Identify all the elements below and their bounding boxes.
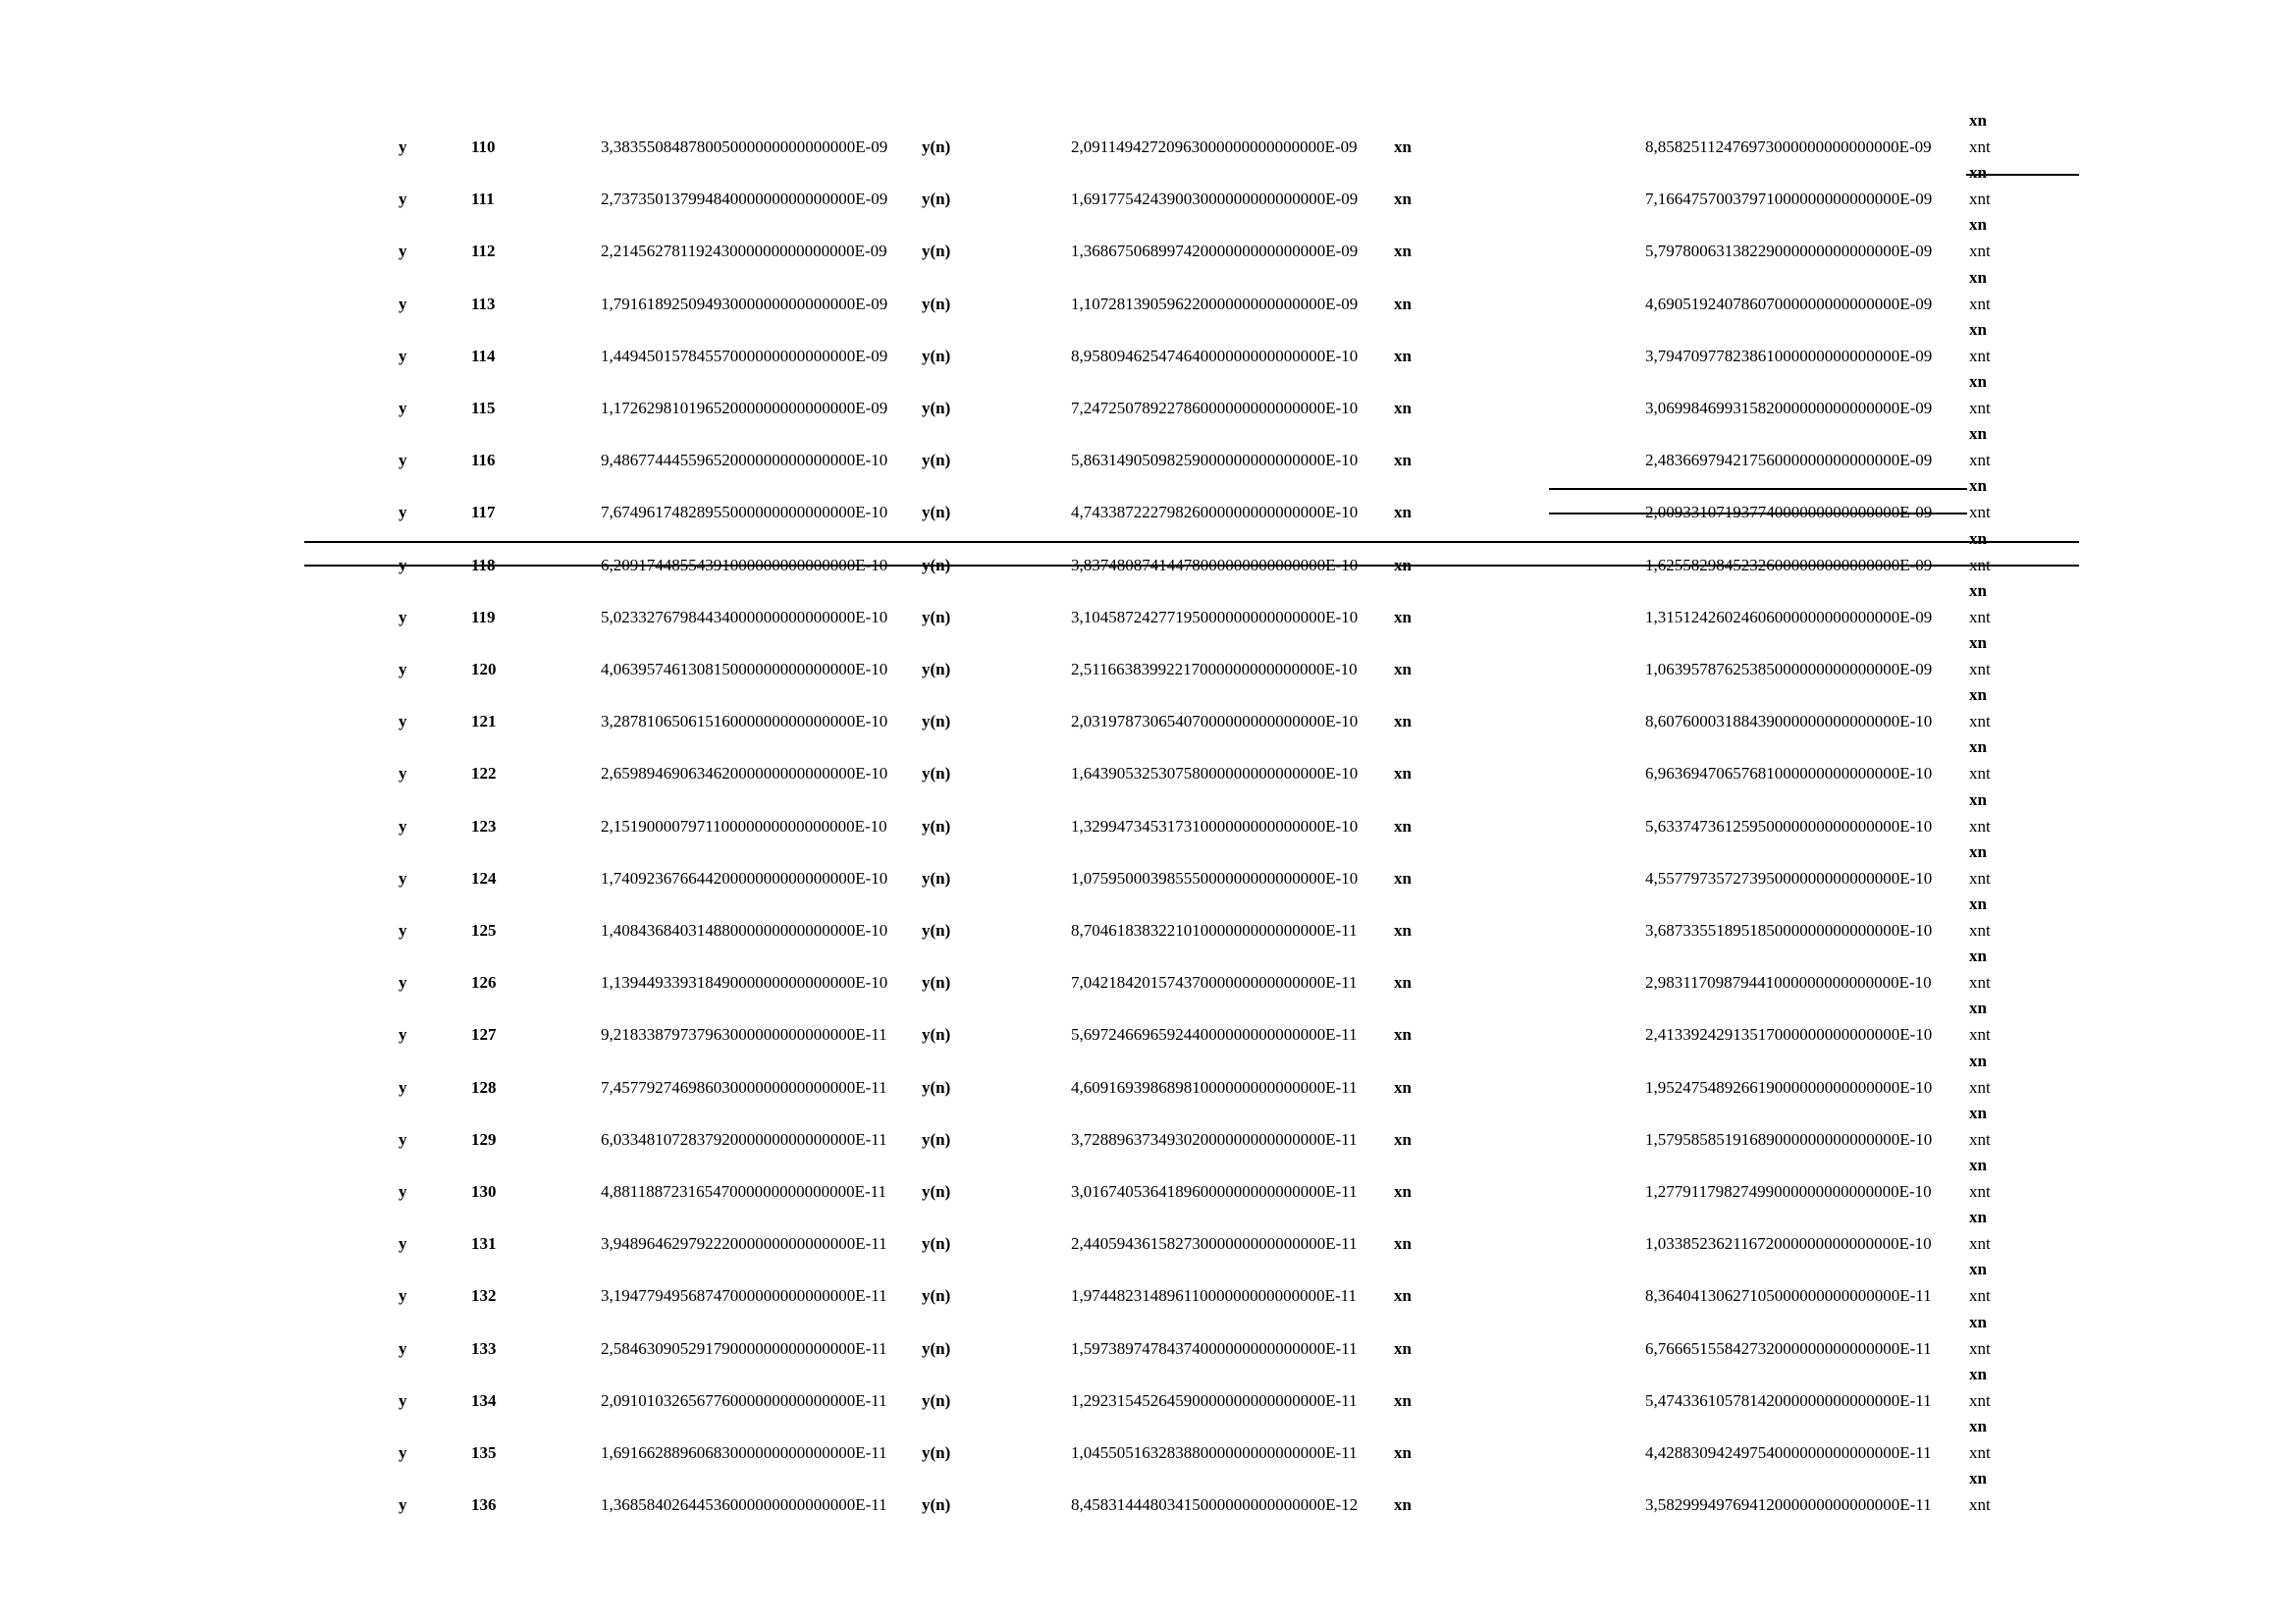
- row-index: 128: [471, 1077, 497, 1097]
- yn-value: 2,09114942720963000000000000000E-09: [1071, 137, 1358, 156]
- row-prefix: y: [399, 607, 407, 626]
- xn-value: 1,57958585191689000000000000000E-10: [1645, 1129, 1933, 1149]
- table-row: [0, 682, 2296, 734]
- table-row: [0, 1414, 2296, 1466]
- col4-label-top: xn: [1969, 580, 1987, 600]
- xnt-label: xnt: [1969, 1495, 1991, 1515]
- row-prefix: y: [399, 451, 407, 470]
- xnt-label: xnt: [1969, 346, 1991, 365]
- xnt-label: xnt: [1969, 189, 1991, 209]
- col4-label-top: xn: [1969, 789, 1987, 809]
- xn-label: xn: [1394, 660, 1412, 678]
- cell-underline-row-117: [1549, 513, 1967, 514]
- y-value: 2,73735013799484000000000000000E-09: [601, 189, 888, 209]
- xn-label: xn: [1394, 242, 1412, 261]
- xn-value: 2,41339242913517000000000000000E-10: [1645, 1025, 1933, 1045]
- xn-value: 8,85825112476973000000000000000E-09: [1645, 137, 1932, 156]
- row-prefix: y: [399, 346, 407, 365]
- cell-underline-row-110: [1966, 174, 2079, 176]
- row-index: 120: [471, 660, 497, 678]
- table-row: [0, 1205, 2296, 1257]
- row-index: 114: [471, 346, 496, 365]
- table-row: [0, 1257, 2296, 1309]
- xnt-label: xnt: [1969, 1338, 1991, 1358]
- y-value: 2,65989469063462000000000000000E-10: [601, 764, 888, 784]
- row-index: 119: [471, 607, 496, 626]
- row-prefix: y: [399, 1182, 407, 1201]
- row-prefix: y: [399, 399, 407, 417]
- y-value: 2,15190000797110000000000000000E-10: [601, 816, 887, 836]
- col4-label-top: xn: [1969, 267, 1987, 287]
- y-value: 3,28781065061516000000000000000E-10: [601, 712, 888, 731]
- yn-value: 4,60916939868981000000000000000E-11: [1071, 1077, 1358, 1097]
- yn-label: y(n): [922, 1338, 951, 1358]
- row-prefix: y: [399, 189, 407, 209]
- yn-label: y(n): [922, 764, 951, 784]
- yn-value: 7,24725078922786000000000000000E-10: [1071, 399, 1359, 417]
- yn-label: y(n): [922, 451, 951, 470]
- xnt-label: xnt: [1969, 816, 1991, 836]
- row-index: 134: [471, 1390, 497, 1410]
- table-row: [0, 160, 2296, 212]
- yn-value: 1,04550516328388000000000000000E-11: [1071, 1443, 1358, 1462]
- col4-label-top: xn: [1969, 894, 1987, 913]
- yn-label: y(n): [922, 503, 951, 522]
- xn-value: 5,63374736125950000000000000000E-10: [1645, 816, 1933, 836]
- y-value: 1,40843684031488000000000000000E-10: [601, 921, 888, 940]
- col4-label-top: xn: [1969, 633, 1987, 652]
- xn-value: 1,62558298452326000000000000000E-09: [1645, 555, 1933, 574]
- row-prefix: y: [399, 503, 407, 522]
- xnt-label: xnt: [1969, 973, 1991, 993]
- col4-label-top: xn: [1969, 1469, 1987, 1488]
- col4-label-top: xn: [1969, 528, 1987, 548]
- y-value: 4,88118872316547000000000000000E-11: [601, 1182, 887, 1201]
- col4-label-top: xn: [1969, 1051, 1987, 1070]
- row-index: 125: [471, 921, 497, 940]
- xn-label: xn: [1394, 712, 1412, 731]
- col4-label-top: xn: [1969, 1208, 1987, 1227]
- yn-value: 7,04218420157437000000000000000E-11: [1071, 973, 1358, 993]
- yn-value: 4,74338722279826000000000000000E-10: [1071, 503, 1359, 522]
- xn-value: 6,76665155842732000000000000000E-11: [1645, 1338, 1932, 1358]
- y-value: 5,02332767984434000000000000000E-10: [601, 607, 888, 626]
- highlight-top-rule: [304, 541, 2079, 543]
- xnt-label: xnt: [1969, 294, 1991, 313]
- table-row: [0, 1153, 2296, 1205]
- col4-label-top: xn: [1969, 1103, 1987, 1122]
- xn-label: xn: [1394, 1077, 1412, 1097]
- y-value: 1,69166288960683000000000000000E-11: [601, 1443, 887, 1462]
- xn-label: xn: [1394, 607, 1412, 626]
- xn-value: 1,27791179827499000000000000000E-10: [1645, 1182, 1932, 1201]
- yn-label: y(n): [922, 1182, 951, 1201]
- row-index: 115: [471, 399, 496, 417]
- yn-value: 8,95809462547464000000000000000E-10: [1071, 346, 1359, 365]
- row-prefix: y: [399, 921, 407, 940]
- yn-label: y(n): [922, 1390, 951, 1410]
- row-index: 133: [471, 1338, 497, 1358]
- y-value: 1,36858402644536000000000000000E-11: [601, 1495, 887, 1515]
- xnt-label: xnt: [1969, 1286, 1991, 1306]
- xn-label: xn: [1394, 555, 1412, 574]
- xn-value: 4,55779735727395000000000000000E-10: [1645, 868, 1933, 888]
- xn-label: xn: [1394, 764, 1412, 784]
- table-row: [0, 265, 2296, 317]
- xn-label: xn: [1394, 451, 1412, 470]
- row-prefix: y: [399, 555, 407, 574]
- xnt-label: xnt: [1969, 607, 1991, 626]
- y-value: 1,44945015784557000000000000000E-09: [601, 346, 888, 365]
- row-prefix: y: [399, 868, 407, 888]
- highlight-bottom-rule: [304, 565, 2079, 567]
- xn-value: 2,48366979421756000000000000000E-09: [1645, 451, 1933, 470]
- xnt-label: xnt: [1969, 660, 1991, 678]
- table-row: [0, 1310, 2296, 1362]
- yn-value: 1,32994734531731000000000000000E-10: [1071, 816, 1359, 836]
- xn-label: xn: [1394, 294, 1412, 313]
- row-index: 131: [471, 1234, 497, 1254]
- col4-label-top: xn: [1969, 1312, 1987, 1331]
- yn-label: y(n): [922, 346, 951, 365]
- yn-value: 1,29231545264590000000000000000E-11: [1071, 1390, 1358, 1410]
- row-prefix: y: [399, 816, 407, 836]
- table-row: [0, 473, 2296, 525]
- table-row: [0, 212, 2296, 264]
- row-index: 112: [471, 242, 496, 261]
- y-value: 6,03348107283792000000000000000E-11: [601, 1129, 887, 1149]
- row-index: 129: [471, 1129, 497, 1149]
- xnt-label: xnt: [1969, 242, 1991, 261]
- row-prefix: y: [399, 973, 407, 993]
- xnt-label: xnt: [1969, 451, 1991, 470]
- xn-value: 8,36404130627105000000000000000E-11: [1645, 1286, 1932, 1306]
- table-row: [0, 1466, 2296, 1518]
- table-row: [0, 421, 2296, 473]
- col4-label-top: xn: [1969, 1156, 1987, 1174]
- row-index: 113: [471, 294, 496, 313]
- table-row: [0, 839, 2296, 892]
- xn-label: xn: [1394, 921, 1412, 940]
- row-prefix: y: [399, 1495, 407, 1515]
- yn-value: 8,45831444803415000000000000000E-12: [1071, 1495, 1359, 1515]
- row-prefix: y: [399, 137, 407, 156]
- col4-label-top: xn: [1969, 737, 1987, 757]
- xn-value: 1,06395787625385000000000000000E-09: [1645, 660, 1933, 678]
- y-value: 4,06395746130815000000000000000E-10: [601, 660, 888, 678]
- yn-label: y(n): [922, 1443, 951, 1462]
- xnt-label: xnt: [1969, 1234, 1991, 1254]
- yn-label: y(n): [922, 1077, 951, 1097]
- table-row: [0, 892, 2296, 944]
- y-value: 7,45779274698603000000000000000E-11: [601, 1077, 887, 1097]
- yn-value: 1,59738974784374000000000000000E-11: [1071, 1338, 1358, 1358]
- row-index: 126: [471, 973, 497, 993]
- col4-label-top: xn: [1969, 841, 1987, 861]
- xn-label: xn: [1394, 1495, 1412, 1515]
- xn-value: 6,96369470657681000000000000000E-10: [1645, 764, 1933, 784]
- yn-label: y(n): [922, 921, 951, 940]
- y-value: 1,13944933931849000000000000000E-10: [601, 973, 888, 993]
- yn-label: y(n): [922, 1286, 951, 1306]
- xn-label: xn: [1394, 189, 1412, 209]
- xnt-label: xnt: [1969, 1129, 1991, 1149]
- yn-label: y(n): [922, 868, 951, 888]
- xn-value: 7,16647570037971000000000000000E-09: [1645, 189, 1933, 209]
- table-row: [0, 630, 2296, 682]
- xn-value: 3,06998469931582000000000000000E-09: [1645, 399, 1933, 417]
- yn-value: 1,10728139059622000000000000000E-09: [1071, 294, 1359, 313]
- table-row: [0, 108, 2296, 160]
- xn-label: xn: [1394, 1129, 1412, 1149]
- yn-label: y(n): [922, 294, 951, 313]
- xn-value: 3,68733551895185000000000000000E-10: [1645, 921, 1933, 940]
- table-row: [0, 317, 2296, 369]
- xn-value: 5,47433610578142000000000000000E-11: [1645, 1390, 1932, 1410]
- xn-label: xn: [1394, 1182, 1412, 1201]
- row-index: 124: [471, 868, 497, 888]
- yn-label: y(n): [922, 712, 951, 731]
- xnt-label: xnt: [1969, 1025, 1991, 1045]
- row-prefix: y: [399, 1025, 407, 1045]
- xn-value: 4,69051924078607000000000000000E-09: [1645, 294, 1933, 313]
- xnt-label: xnt: [1969, 399, 1991, 417]
- yn-value: 1,36867506899742000000000000000E-09: [1071, 242, 1359, 261]
- y-value: 3,19477949568747000000000000000E-11: [601, 1286, 887, 1306]
- cell-overline-row-117: [1549, 488, 1967, 490]
- xn-value: 3,79470977823861000000000000000E-09: [1645, 346, 1933, 365]
- xn-value: 1,31512426024606000000000000000E-09: [1645, 607, 1933, 626]
- xn-value: 4,42883094249754000000000000000E-11: [1645, 1443, 1932, 1462]
- yn-value: 2,44059436158273000000000000000E-11: [1071, 1234, 1358, 1254]
- col4-label-top: xn: [1969, 163, 1987, 183]
- row-prefix: y: [399, 660, 407, 678]
- row-index: 116: [471, 451, 496, 470]
- xn-label: xn: [1394, 868, 1412, 888]
- xnt-label: xnt: [1969, 137, 1991, 156]
- xn-label: xn: [1394, 346, 1412, 365]
- row-index: 118: [471, 555, 496, 574]
- col4-label-top: xn: [1969, 424, 1987, 444]
- yn-value: 5,86314905098259000000000000000E-10: [1071, 451, 1359, 470]
- yn-label: y(n): [922, 1129, 951, 1149]
- xn-label: xn: [1394, 137, 1412, 156]
- yn-label: y(n): [922, 189, 951, 209]
- xnt-label: xnt: [1969, 868, 1991, 888]
- y-value: 9,21833879737963000000000000000E-11: [601, 1025, 887, 1045]
- yn-label: y(n): [922, 242, 951, 261]
- yn-value: 1,07595000398555000000000000000E-10: [1071, 868, 1359, 888]
- table-row: [0, 944, 2296, 996]
- row-index: 135: [471, 1443, 497, 1462]
- row-prefix: y: [399, 1390, 407, 1410]
- row-prefix: y: [399, 1443, 407, 1462]
- y-value: 2,21456278119243000000000000000E-09: [601, 242, 887, 261]
- yn-value: 3,72889637349302000000000000000E-11: [1071, 1129, 1358, 1149]
- table-row: [0, 734, 2296, 786]
- yn-value: 8,70461838322101000000000000000E-11: [1071, 921, 1358, 940]
- xnt-label: xnt: [1969, 555, 1991, 574]
- row-prefix: y: [399, 712, 407, 731]
- yn-value: 5,69724669659244000000000000000E-11: [1071, 1025, 1358, 1045]
- xn-label: xn: [1394, 816, 1412, 836]
- yn-value: 2,03197873065407000000000000000E-10: [1071, 712, 1359, 731]
- row-index: 122: [471, 764, 497, 784]
- y-value: 6,20917448554391000000000000000E-10: [601, 555, 888, 574]
- row-index: 123: [471, 816, 497, 836]
- xnt-label: xnt: [1969, 1182, 1991, 1201]
- yn-label: y(n): [922, 816, 951, 836]
- yn-value: 1,69177542439003000000000000000E-09: [1071, 189, 1359, 209]
- xnt-label: xnt: [1969, 1390, 1991, 1410]
- col4-label-top: xn: [1969, 476, 1987, 496]
- y-value: 1,79161892509493000000000000000E-09: [601, 294, 888, 313]
- xnt-label: xnt: [1969, 921, 1991, 940]
- col4-label-top: xn: [1969, 1364, 1987, 1383]
- xnt-label: xnt: [1969, 1077, 1991, 1097]
- y-value: 9,48677444559652000000000000000E-10: [601, 451, 888, 470]
- xn-label: xn: [1394, 503, 1412, 522]
- yn-label: y(n): [922, 607, 951, 626]
- table-row: [0, 526, 2296, 578]
- xn-label: xn: [1394, 1443, 1412, 1462]
- y-value: 1,74092367664420000000000000000E-10: [601, 868, 888, 888]
- table-row: [0, 1362, 2296, 1414]
- table-row: [0, 1049, 2296, 1101]
- yn-label: y(n): [922, 973, 951, 993]
- row-index: 121: [471, 712, 497, 731]
- y-value: 2,58463090529179000000000000000E-11: [601, 1338, 887, 1358]
- xn-value: 2,98311709879441000000000000000E-10: [1645, 973, 1932, 993]
- yn-value: 1,64390532530758000000000000000E-10: [1071, 764, 1359, 784]
- col4-label-top: xn: [1969, 215, 1987, 235]
- yn-label: y(n): [922, 555, 951, 574]
- y-value: 1,17262981019652000000000000000E-09: [601, 399, 888, 417]
- xn-value: 1,03385236211672000000000000000E-10: [1645, 1234, 1932, 1254]
- xn-label: xn: [1394, 973, 1412, 993]
- col4-label-top: xn: [1969, 1260, 1987, 1279]
- xnt-label: xnt: [1969, 503, 1991, 522]
- table-row: [0, 787, 2296, 839]
- yn-value: 3,10458724277195000000000000000E-10: [1071, 607, 1359, 626]
- row-index: 130: [471, 1182, 497, 1201]
- y-value: 3,94896462979222000000000000000E-11: [601, 1234, 887, 1254]
- xn-label: xn: [1394, 1025, 1412, 1045]
- col4-label-top: xn: [1969, 999, 1987, 1018]
- xn-value: 8,60760003188439000000000000000E-10: [1645, 712, 1933, 731]
- row-prefix: y: [399, 1129, 407, 1149]
- row-prefix: y: [399, 1338, 407, 1358]
- table-row: [0, 369, 2296, 421]
- row-prefix: y: [399, 1286, 407, 1306]
- row-index: 111: [471, 189, 495, 209]
- row-index: 132: [471, 1286, 497, 1306]
- xn-label: xn: [1394, 1286, 1412, 1306]
- row-index: 127: [471, 1025, 497, 1045]
- yn-value: 3,01674053641896000000000000000E-11: [1071, 1182, 1358, 1201]
- row-index: 110: [471, 137, 496, 156]
- xn-value: 1,95247548926619000000000000000E-10: [1645, 1077, 1933, 1097]
- yn-label: y(n): [922, 1025, 951, 1045]
- row-prefix: y: [399, 1077, 407, 1097]
- table-row: [0, 1101, 2296, 1153]
- col4-label-top: xn: [1969, 111, 1987, 130]
- yn-label: y(n): [922, 399, 951, 417]
- xnt-label: xnt: [1969, 712, 1991, 731]
- yn-value: 1,97448231489611000000000000000E-11: [1071, 1286, 1358, 1306]
- xn-label: xn: [1394, 1234, 1412, 1254]
- xn-value: 2,00933107193774000000000000000E-09: [1645, 503, 1933, 522]
- col4-label-top: xn: [1969, 685, 1987, 705]
- col4-label-top: xn: [1969, 1417, 1987, 1435]
- table-row: [0, 996, 2296, 1048]
- yn-label: y(n): [922, 137, 951, 156]
- xn-value: 3,58299949769412000000000000000E-11: [1645, 1495, 1932, 1515]
- xn-value: 5,79780063138229000000000000000E-09: [1645, 242, 1933, 261]
- col4-label-top: xn: [1969, 372, 1987, 391]
- y-value: 7,67496174828955000000000000000E-10: [601, 503, 888, 522]
- table-row: [0, 578, 2296, 630]
- row-index: 117: [471, 503, 496, 522]
- col4-label-top: xn: [1969, 319, 1987, 339]
- xn-label: xn: [1394, 1390, 1412, 1410]
- row-prefix: y: [399, 294, 407, 313]
- y-value: 2,09101032656776000000000000000E-11: [601, 1390, 887, 1410]
- col4-label-top: xn: [1969, 947, 1987, 966]
- row-prefix: y: [399, 1234, 407, 1254]
- row-index: 136: [471, 1495, 497, 1515]
- row-prefix: y: [399, 242, 407, 261]
- y-value: 3,38355084878005000000000000000E-09: [601, 137, 888, 156]
- yn-label: y(n): [922, 1495, 951, 1515]
- xnt-label: xnt: [1969, 764, 1991, 784]
- yn-label: y(n): [922, 660, 951, 678]
- yn-value: 2,51166383992217000000000000000E-10: [1071, 660, 1358, 678]
- xn-label: xn: [1394, 399, 1412, 417]
- yn-value: 3,83748087414478000000000000000E-10: [1071, 555, 1359, 574]
- xn-label: xn: [1394, 1338, 1412, 1358]
- yn-label: y(n): [922, 1234, 951, 1254]
- xnt-label: xnt: [1969, 1443, 1991, 1462]
- row-prefix: y: [399, 764, 407, 784]
